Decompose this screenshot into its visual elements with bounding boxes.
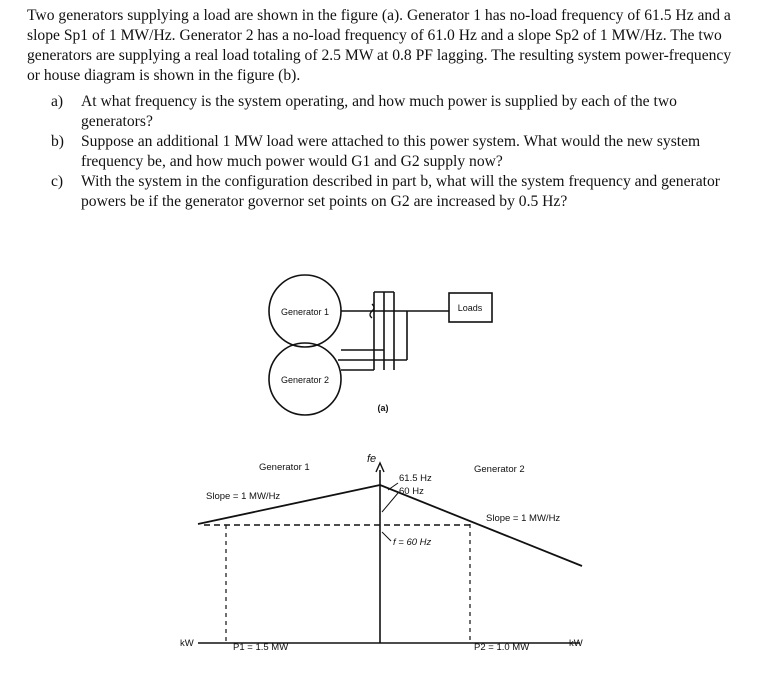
question-text: With the system in the configuration described in part b, what will the system frequency and generator powers be if the generator governor set points on G2 are increased by 0.5 Hz? — [81, 173, 720, 210]
generator-2-label: Generator 2 — [280, 375, 330, 385]
generator-1-curve-label: Generator 1 — [259, 462, 310, 473]
operating-frequency-label: f = 60 Hz — [393, 537, 432, 548]
generator-2-characteristic — [380, 485, 582, 566]
slope-2-label: Slope = 1 MW/Hz — [486, 513, 561, 524]
figure-b-house-diagram — [198, 463, 582, 643]
question-text: Suppose an additional 1 MW load were attached to this power system. What would the new system frequency be, and how much power would G1 and G2 supply now? — [81, 133, 701, 170]
loads-label: Loads — [457, 303, 483, 313]
question-label: a) — [51, 93, 64, 110]
figure-a-circuit — [269, 275, 492, 415]
question-label: b) — [51, 133, 64, 150]
kw-axis-right-label: kW — [569, 638, 583, 649]
frequency-axis-label: fe — [367, 453, 377, 465]
kw-axis-left-label: kW — [180, 638, 194, 649]
p2-label: P2 = 1.0 MW — [474, 642, 530, 653]
no-load-frequency-2: 60 Hz — [399, 486, 424, 497]
generator-2-curve-label: Generator 2 — [474, 464, 525, 475]
generator-1-label: Generator 1 — [280, 307, 330, 317]
question-text: At what frequency is the system operating, and how much power is supplied by each of the two generators? — [81, 93, 677, 130]
question-label: c) — [51, 173, 64, 190]
no-load-frequency-1: 61.5 Hz — [399, 473, 432, 484]
problem-intro: Two generators supplying a load are shown in the figure (a). Generator 1 has no-load frequency of 61.5 Hz and a slope Sp1 of 1 MW/Hz. Generator 2 has a no-load frequency of 61.0 Hz and a slope Sp2 of 1 MW/Hz. The two generators are supplying a real load totaling of 2.5 MW at 0.8 PF lagging. The resulting system power-frequency or house diagram is shown in the figure (b). — [27, 7, 732, 84]
figure-a-caption: (a) — [377, 403, 389, 413]
slope-1-label: Slope = 1 MW/Hz — [206, 491, 281, 502]
p1-label: P1 = 1.5 MW — [233, 642, 289, 653]
